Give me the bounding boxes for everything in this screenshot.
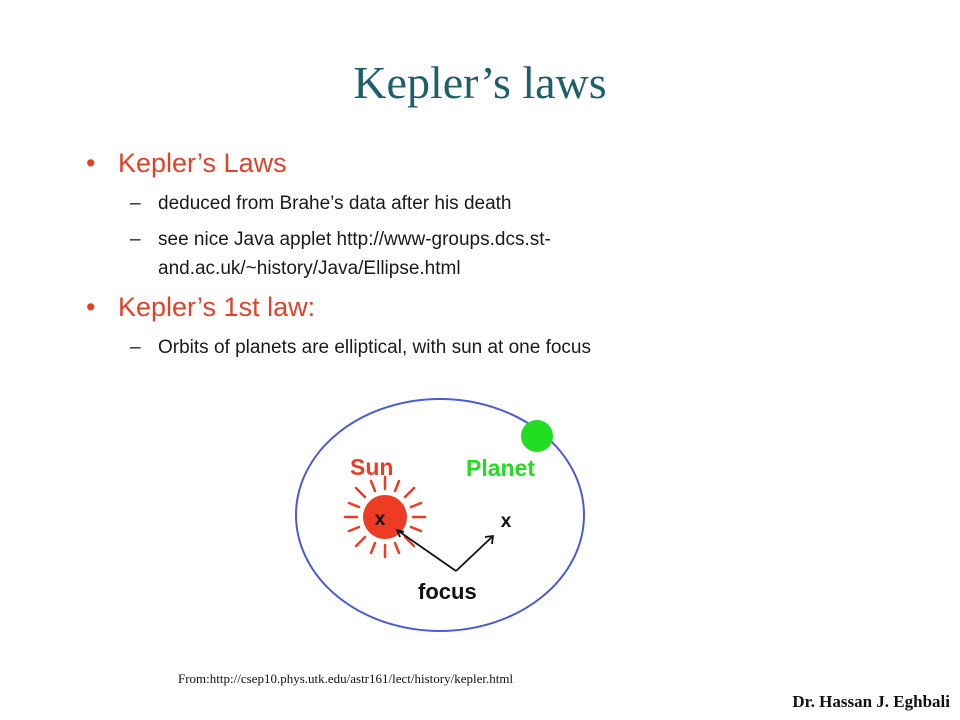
- subitem-text-line-2: and.ac.uk/~history/Java/Ellipse.html: [158, 258, 461, 279]
- subitem-text-line-1: see nice Java applet http://www-groups.dcs.st-: [158, 229, 551, 250]
- author-credit: Dr. Hassan J. Eghbali: [792, 692, 950, 711]
- bullet-glyph: •: [86, 148, 96, 178]
- empty-focus-marker: x: [500, 511, 512, 532]
- slide-title: Kepler’s laws: [353, 57, 607, 108]
- sub-glyph: –: [130, 229, 141, 250]
- sun-label: Sun: [350, 454, 394, 480]
- bullet-keplers-laws: [86, 148, 287, 179]
- focus-label: focus: [418, 579, 477, 604]
- subitem-brahe-data: [130, 189, 512, 218]
- bullet-text: Kepler’s Laws: [118, 148, 287, 178]
- subitem-java-applet: [130, 225, 551, 283]
- planet-label: Planet: [466, 455, 536, 481]
- bullet-text: Kepler’s 1st law:: [118, 292, 316, 322]
- orbit-diagram: [280, 385, 600, 645]
- source-citation: From:http://csep10.phys.utk.edu/astr161/lect/history/kepler.html: [178, 671, 514, 686]
- focus-arrows: [397, 530, 493, 571]
- subitem-text: Orbits of planets are elliptical, with sun at one focus: [158, 337, 592, 358]
- bullet-glyph: •: [86, 292, 96, 322]
- subitem-text: deduced from Brahe’s data after his death: [158, 193, 512, 214]
- arrow-to-sun-focus: [397, 530, 456, 571]
- sub-glyph: –: [130, 193, 141, 214]
- sub-glyph: –: [130, 337, 141, 358]
- subitem-elliptical-orbits: [130, 333, 591, 362]
- arrow-to-empty-focus: [456, 536, 493, 571]
- bullet-keplers-first-law: [86, 292, 315, 323]
- sun-focus-marker: x: [374, 509, 386, 530]
- planet-icon: [521, 420, 553, 452]
